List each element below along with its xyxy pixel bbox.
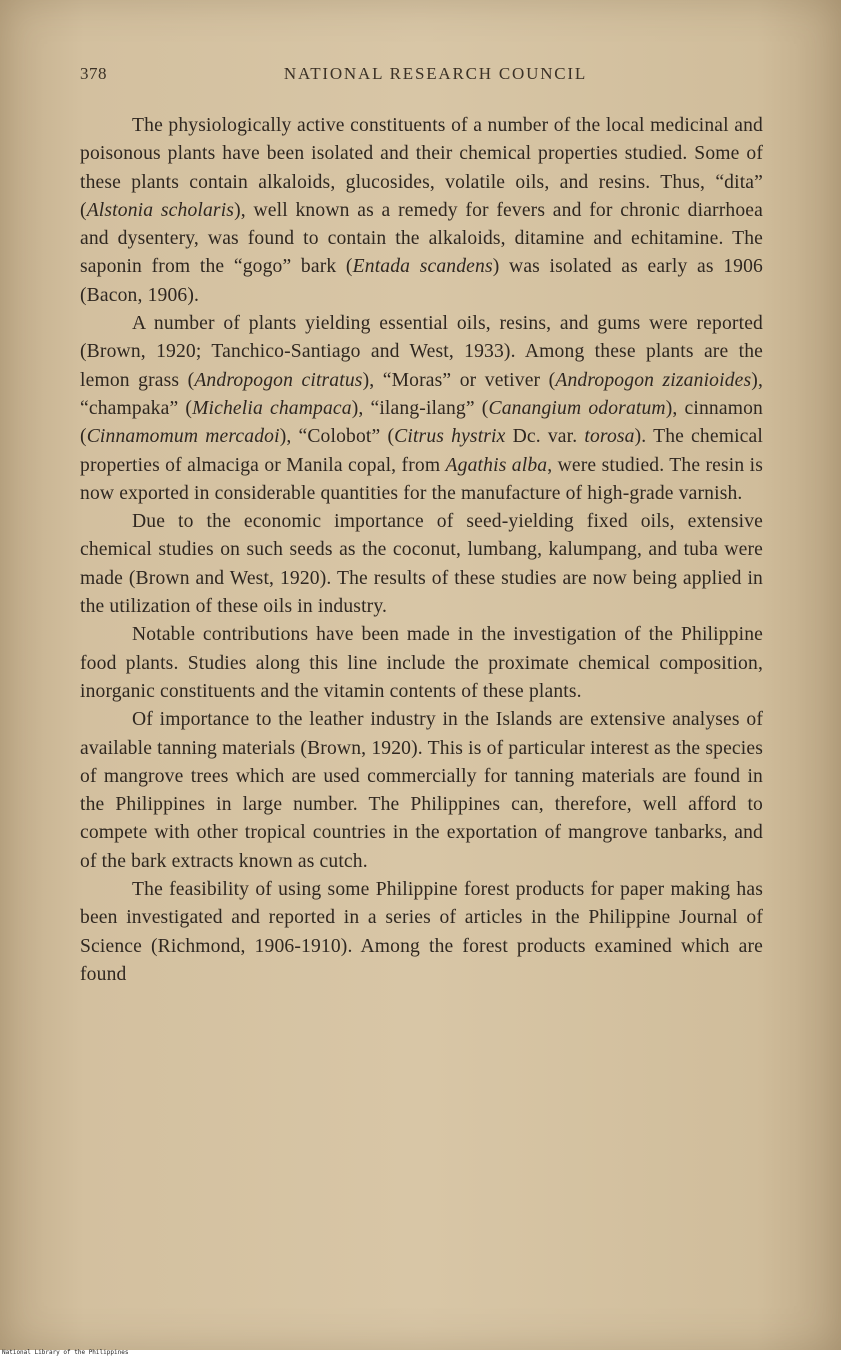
italic-term: Entada scandens — [352, 256, 493, 278]
body-text — [80, 112, 763, 989]
page-number: 378 — [80, 64, 107, 83]
italic-term: Agathis alba — [445, 454, 548, 476]
footer — [0, 1350, 841, 1358]
source-credit: National Library of the Philippines — [2, 1349, 129, 1356]
paragraph: Of importance to the leather industry in the Islands are extensive analyses of available tanning materials (Brown, 1920). This is of particular interest as the species of mangrove trees which are used commercially for tanning materials are found in the Philippines in large number. The Philippines can, therefore, well afford to compete with other tropical countries in the exportation of mangrove tanbarks, and of the bark extracts known as cutch. — [80, 709, 763, 872]
italic-term: Canangium odoratum — [488, 397, 666, 419]
paragraph: The feasibility of using some Philippine forest products for paper making has been investigated and reported in a series of articles in the Philippine Journal of Science (Richmond, 1906-1910). Among the forest products examined which are found — [80, 879, 763, 985]
italic-term: Alstonia scholaris — [86, 199, 235, 221]
italic-term: Cinnamomum mercadoi — [86, 426, 280, 448]
paragraph: A number of plants yielding essential oils, resins, and gums were reported (Brown, 1920; Tanchico-Santiago and West, 1933). Among these plants are the lemon grass (Andropogon citratus), “Moras” or vetiver (Andropogon zizanioides), “champaka” (Michelia champaca), “ilang-ilang” (Canangium odoratum), cinnamon (Cinnamomum mercadoi), “Colobot” (Citrus hystrix Dc. var. torosa). The chemical properties of almaciga or Manila copal, from Agathis alba, were studied. The resin is now exported in considerable quantities for the manufacture of high-grade varnish. — [80, 313, 764, 504]
paragraph: Due to the economic importance of seed-yielding fixed oils, extensive chemical studies on such seeds as the coconut, lumbang, kalumpang, and tuba were made (Brown and West, 1920). The results of these studies are now being applied in the utilization of these oils in industry. — [80, 511, 763, 618]
italic-term: Andropogon citratus — [194, 369, 363, 391]
page-header — [80, 64, 761, 90]
italic-term: Citrus hystrix — [394, 426, 506, 448]
paragraph: Notable contributions have been made in the investigation of the Philippine food plants. Studies along this line include the proximate chemical composition, inorganic constituents and the vitamin contents of these plants. — [80, 624, 763, 702]
italic-term: Michelia champaca — [192, 397, 352, 419]
paragraph: The physiologically active constituents of a number of the local medicinal and poisonous plants have been isolated and their chemical properties studied. Some of these plants contain alkaloids, glucosides, volatile oils, and resins. Thus, “dita” (Alstonia scholaris), well known as a remedy for fevers and for chronic diarrhoea and dysentery, was found to contain the alkaloids, ditamine and echitamine. The saponin from the “gogo” bark (Entada scandens) was isolated as early as 1906 (Bacon, 1906). — [80, 115, 763, 306]
italic-term: Andropogon zizanioides — [555, 369, 752, 391]
italic-term: torosa — [584, 426, 635, 448]
running-head: NATIONAL RESEARCH COUNCIL — [283, 64, 588, 83]
